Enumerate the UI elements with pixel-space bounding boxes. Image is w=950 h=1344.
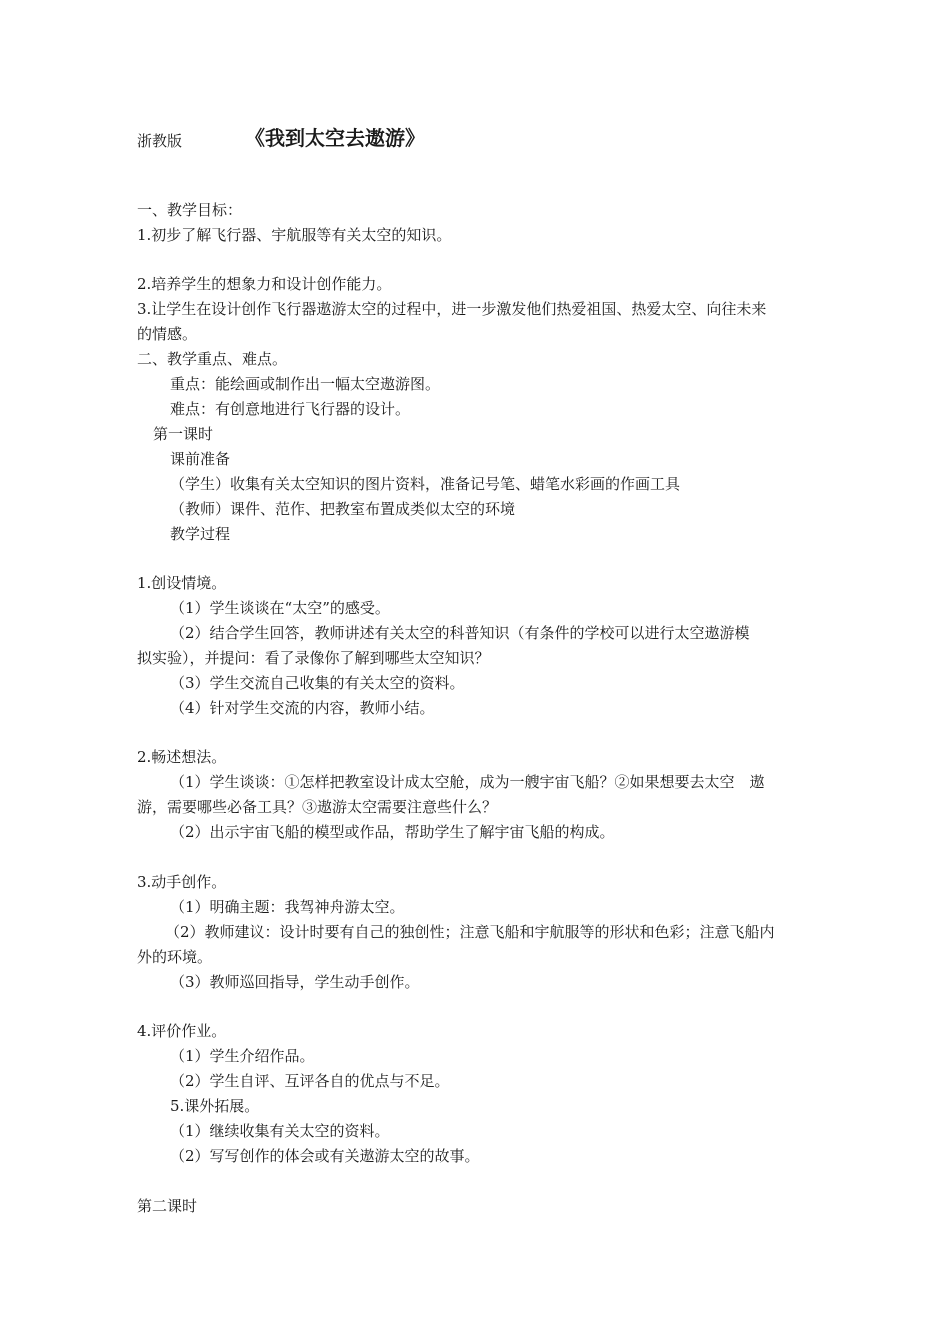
step-heading: 2.畅述想法。 bbox=[137, 748, 227, 766]
step-item-continued: 外的环境。 bbox=[137, 948, 213, 966]
step-item-continued: 游，需要哪些必备工具？③遨游太空需要注意些什么？ bbox=[137, 798, 498, 816]
prep-item: （学生）收集有关太空知识的图片资料，准备记号笔、蜡笔水彩画的作画工具 bbox=[170, 475, 681, 493]
prep-item: （教师）课件、范作、把教室布置成类似太空的环境 bbox=[170, 500, 516, 518]
step-item: （2）学生自评、互评各自的优点与不足。 bbox=[170, 1072, 450, 1090]
subsection-heading: 课前准备 bbox=[170, 450, 231, 468]
step-item: （2）写写创作的体会或有关遨游太空的故事。 bbox=[170, 1147, 480, 1165]
subsection-heading: 教学过程 bbox=[170, 525, 231, 543]
document-title: 《我到太空去遨游》 bbox=[245, 126, 425, 150]
step-item-continued: 拟实验），并提问：看了录像你了解到哪些太空知识？ bbox=[137, 649, 490, 667]
step-item: （2）结合学生回答，教师讲述有关太空的科普知识（有条件的学校可以进行太空遨游模 bbox=[170, 624, 750, 642]
objective-item: 3.让学生在设计创作飞行器遨游太空的过程中，进一步激发他们热爱祖国、热爱太空、向往未来 bbox=[137, 300, 767, 318]
objective-item: 1.初步了解飞行器、宇航服等有关太空的知识。 bbox=[137, 226, 452, 244]
step-heading: 1.创设情境。 bbox=[137, 574, 227, 592]
step-heading: 3.动手创作。 bbox=[137, 873, 227, 891]
step-item: （3）教师巡回指导，学生动手创作。 bbox=[170, 973, 420, 991]
difficulty-line: 难点：有创意地进行飞行器的设计。 bbox=[170, 400, 411, 418]
lesson-heading: 第二课时 bbox=[137, 1197, 198, 1215]
step-heading: 4.评价作业。 bbox=[137, 1022, 227, 1040]
step-item: （1）明确主题：我驾神舟游太空。 bbox=[170, 898, 405, 916]
publisher-label: 浙教版 bbox=[137, 132, 183, 150]
objective-item-continued: 的情感。 bbox=[137, 325, 198, 343]
step-item: （3）学生交流自己收集的有关太空的资料。 bbox=[170, 674, 465, 692]
step-item: （4）针对学生交流的内容，教师小结。 bbox=[170, 699, 435, 717]
lesson-heading: 第一课时 bbox=[153, 425, 214, 443]
step-item: （1）继续收集有关太空的资料。 bbox=[170, 1122, 390, 1140]
section-heading-key-points: 二、教学重点、难点。 bbox=[137, 350, 288, 368]
step-heading: 5.课外拓展。 bbox=[170, 1097, 260, 1115]
step-item: （2）教师建议：设计时要有自己的独创性；注意飞船和宇航服等的形状和色彩；注意飞船内 bbox=[165, 923, 775, 941]
step-item: （1）学生介绍作品。 bbox=[170, 1047, 315, 1065]
step-item: （1）学生谈谈在“太空”的感受。 bbox=[170, 599, 390, 617]
step-item: （1）学生谈谈：①怎样把教室设计成太空舱，成为一艘宇宙飞船？②如果想要去太空 遨 bbox=[170, 773, 765, 791]
step-item: （2）出示宇宙飞船的模型或作品，帮助学生了解宇宙飞船的构成。 bbox=[170, 823, 615, 841]
objective-item: 2.培养学生的想象力和设计创作能力。 bbox=[137, 275, 392, 293]
key-point-line: 重点：能绘画或制作出一幅太空遨游图。 bbox=[170, 375, 441, 393]
section-heading-objectives: 一、教学目标： bbox=[137, 201, 243, 219]
